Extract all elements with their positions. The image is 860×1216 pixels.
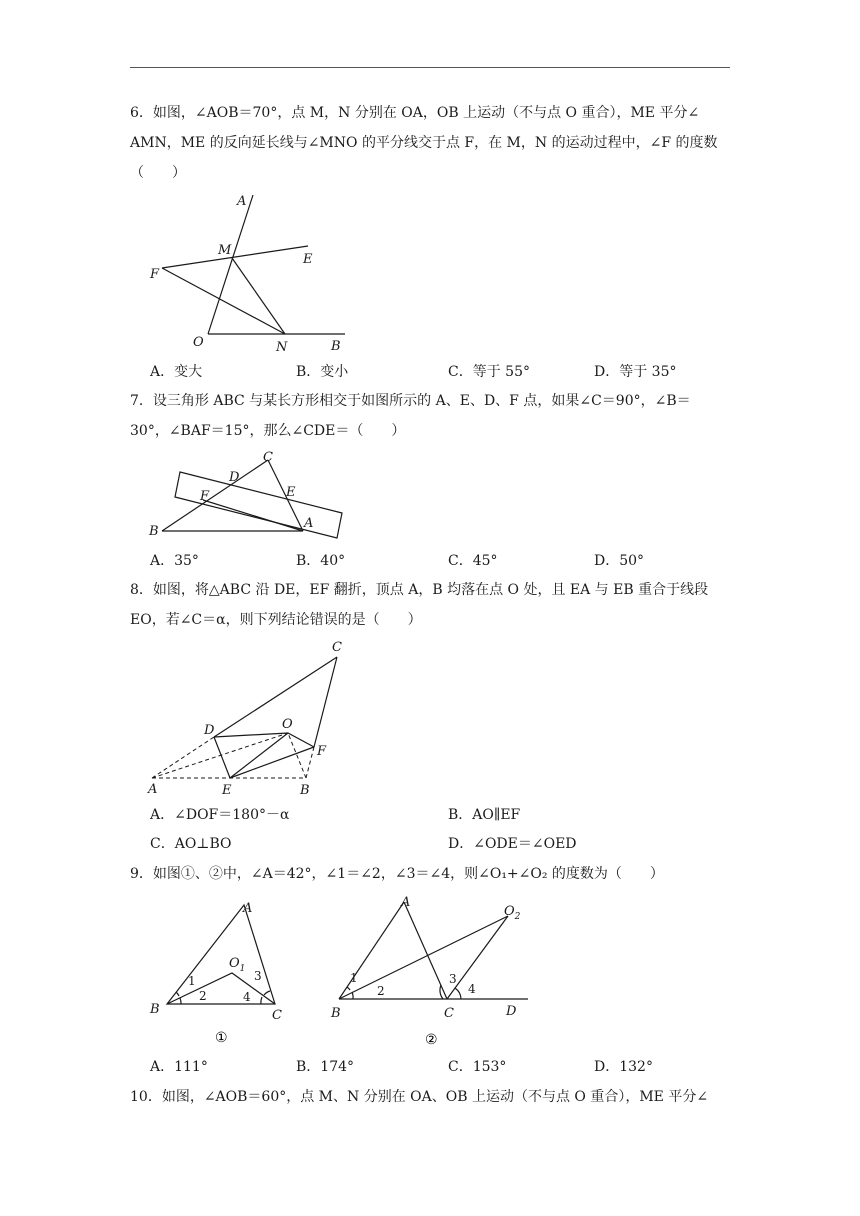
q7-label-b: B [149, 524, 159, 539]
q6-figure [140, 188, 360, 358]
q8-label-a: A [148, 782, 158, 797]
q9-fig2-label-b: B [331, 1006, 341, 1021]
q6-label-a: A [237, 194, 247, 209]
q6-option-d: D．等于 35° [594, 364, 677, 380]
q6-label-f: F [150, 267, 160, 282]
q6-option-b: B．变小 [296, 364, 349, 380]
q9-fig2-angle-3: 3 [449, 972, 457, 986]
q6-label-b: B [331, 339, 341, 354]
q7-label-e: E [286, 485, 296, 500]
q10-text-line-1: 10．如图，∠AOB＝60°，点 M、N 分别在 OA、OB 上运动（不与点 O 重合），ME 平分∠ [130, 1089, 709, 1105]
q9-fig1-label-o: $O_1$ [229, 956, 246, 974]
q8-label-b: B [300, 783, 310, 798]
q8-label-f: F [317, 744, 327, 759]
q7-option-d: D．50° [594, 553, 645, 569]
q9-fig2-label-d: D [506, 1004, 517, 1019]
q7-option-b: B．40° [296, 553, 346, 569]
q7-label-c: C [263, 450, 273, 465]
q6-option-a: A．变大 [150, 364, 203, 380]
q9-fig2-label-c: C [444, 1006, 454, 1021]
q9-fig1-label-c: C [272, 1008, 282, 1023]
q7-label-f: F [200, 489, 210, 504]
q9-fig1-label-b: B [150, 1002, 160, 1017]
q6-label-n: N [276, 340, 288, 355]
q9-fig2-angle-1: 1 [350, 971, 358, 985]
q8-text-line-2: EO，若∠C＝α，则下列结论错误的是（ ） [130, 612, 422, 628]
q6-label-m: M [218, 243, 232, 258]
q9-fig1-caption: ① [215, 1030, 228, 1046]
q8-label-d: D [204, 723, 215, 738]
q7-option-c: C．45° [448, 553, 498, 569]
q9-fig1-label-a: A [243, 901, 253, 916]
q8-text-line-1: 8．如图，将△ABC 沿 DE，EF 翻折，顶点 A，B 均落在点 O 处，且 EA 与 EB 重合于线段 [130, 582, 709, 598]
q6-text-line-3: （ ） [130, 165, 186, 181]
q9-figure-1 [145, 893, 295, 1053]
q8-option-d: D．∠ODE＝∠OED [448, 836, 577, 852]
q6-label-e: E [303, 252, 313, 267]
q9-fig2-label-a: A [401, 895, 411, 910]
q9-fig1-angle-2: 2 [199, 989, 207, 1003]
q6-text-line-2: AMN，ME 的反向延长线与∠MNO 的平分线交于点 F，在 M，N 的运动过程中，∠F 的度数 [130, 135, 718, 151]
q7-figure [145, 446, 350, 546]
q7-text-line-1: 7．设三角形 ABC 与某长方形相交于如图所示的 A、E、D、F 点，如果∠C＝90°，∠B＝ [130, 393, 691, 409]
q9-fig1-angle-4: 4 [243, 990, 251, 1004]
q9-fig2-label-o: $O_2$ [504, 904, 521, 922]
q9-option-c: C．153° [448, 1059, 507, 1075]
q8-option-a: A．∠DOF＝180°－α [150, 807, 290, 823]
q6-option-c: C．等于 55° [448, 364, 530, 380]
q9-fig2-caption: ② [425, 1032, 438, 1048]
q9-fig2-angle-4: 4 [468, 982, 476, 996]
q7-text-line-2: 30°，∠BAF＝15°，那么∠CDE＝（ ） [130, 423, 406, 439]
q7-label-d: D [229, 470, 240, 485]
q9-text-line-1: 9．如图①、②中，∠A＝42°，∠1＝∠2，∠3＝∠4，则∠O₁+∠O₂ 的度数为（ ） [130, 866, 664, 882]
q7-label-a: A [304, 516, 314, 531]
q9-option-b: B．174° [296, 1059, 355, 1075]
q6-label-o: O [193, 335, 204, 350]
q9-option-a: A．111° [150, 1059, 208, 1075]
q9-option-d: D．132° [594, 1059, 653, 1075]
q9-figure-2 [325, 890, 535, 1055]
q8-option-c: C．AO⊥BO [150, 836, 232, 852]
q6-text-line-1: 6．如图，∠AOB＝70°，点 M，N 分别在 OA，OB 上运动（不与点 O 重合），ME 平分∠ [130, 105, 700, 121]
q7-option-a: A．35° [150, 553, 199, 569]
q8-figure [140, 635, 360, 800]
q8-option-b: B．AO∥EF [448, 807, 521, 823]
q8-label-e: E [222, 783, 232, 798]
header-rule [130, 67, 730, 68]
q9-fig1-angle-1: 1 [188, 974, 196, 988]
q9-fig2-angle-2: 2 [377, 984, 385, 998]
q8-label-c: C [332, 640, 342, 655]
q8-label-o: O [282, 717, 293, 732]
q9-fig1-angle-3: 3 [254, 969, 262, 983]
